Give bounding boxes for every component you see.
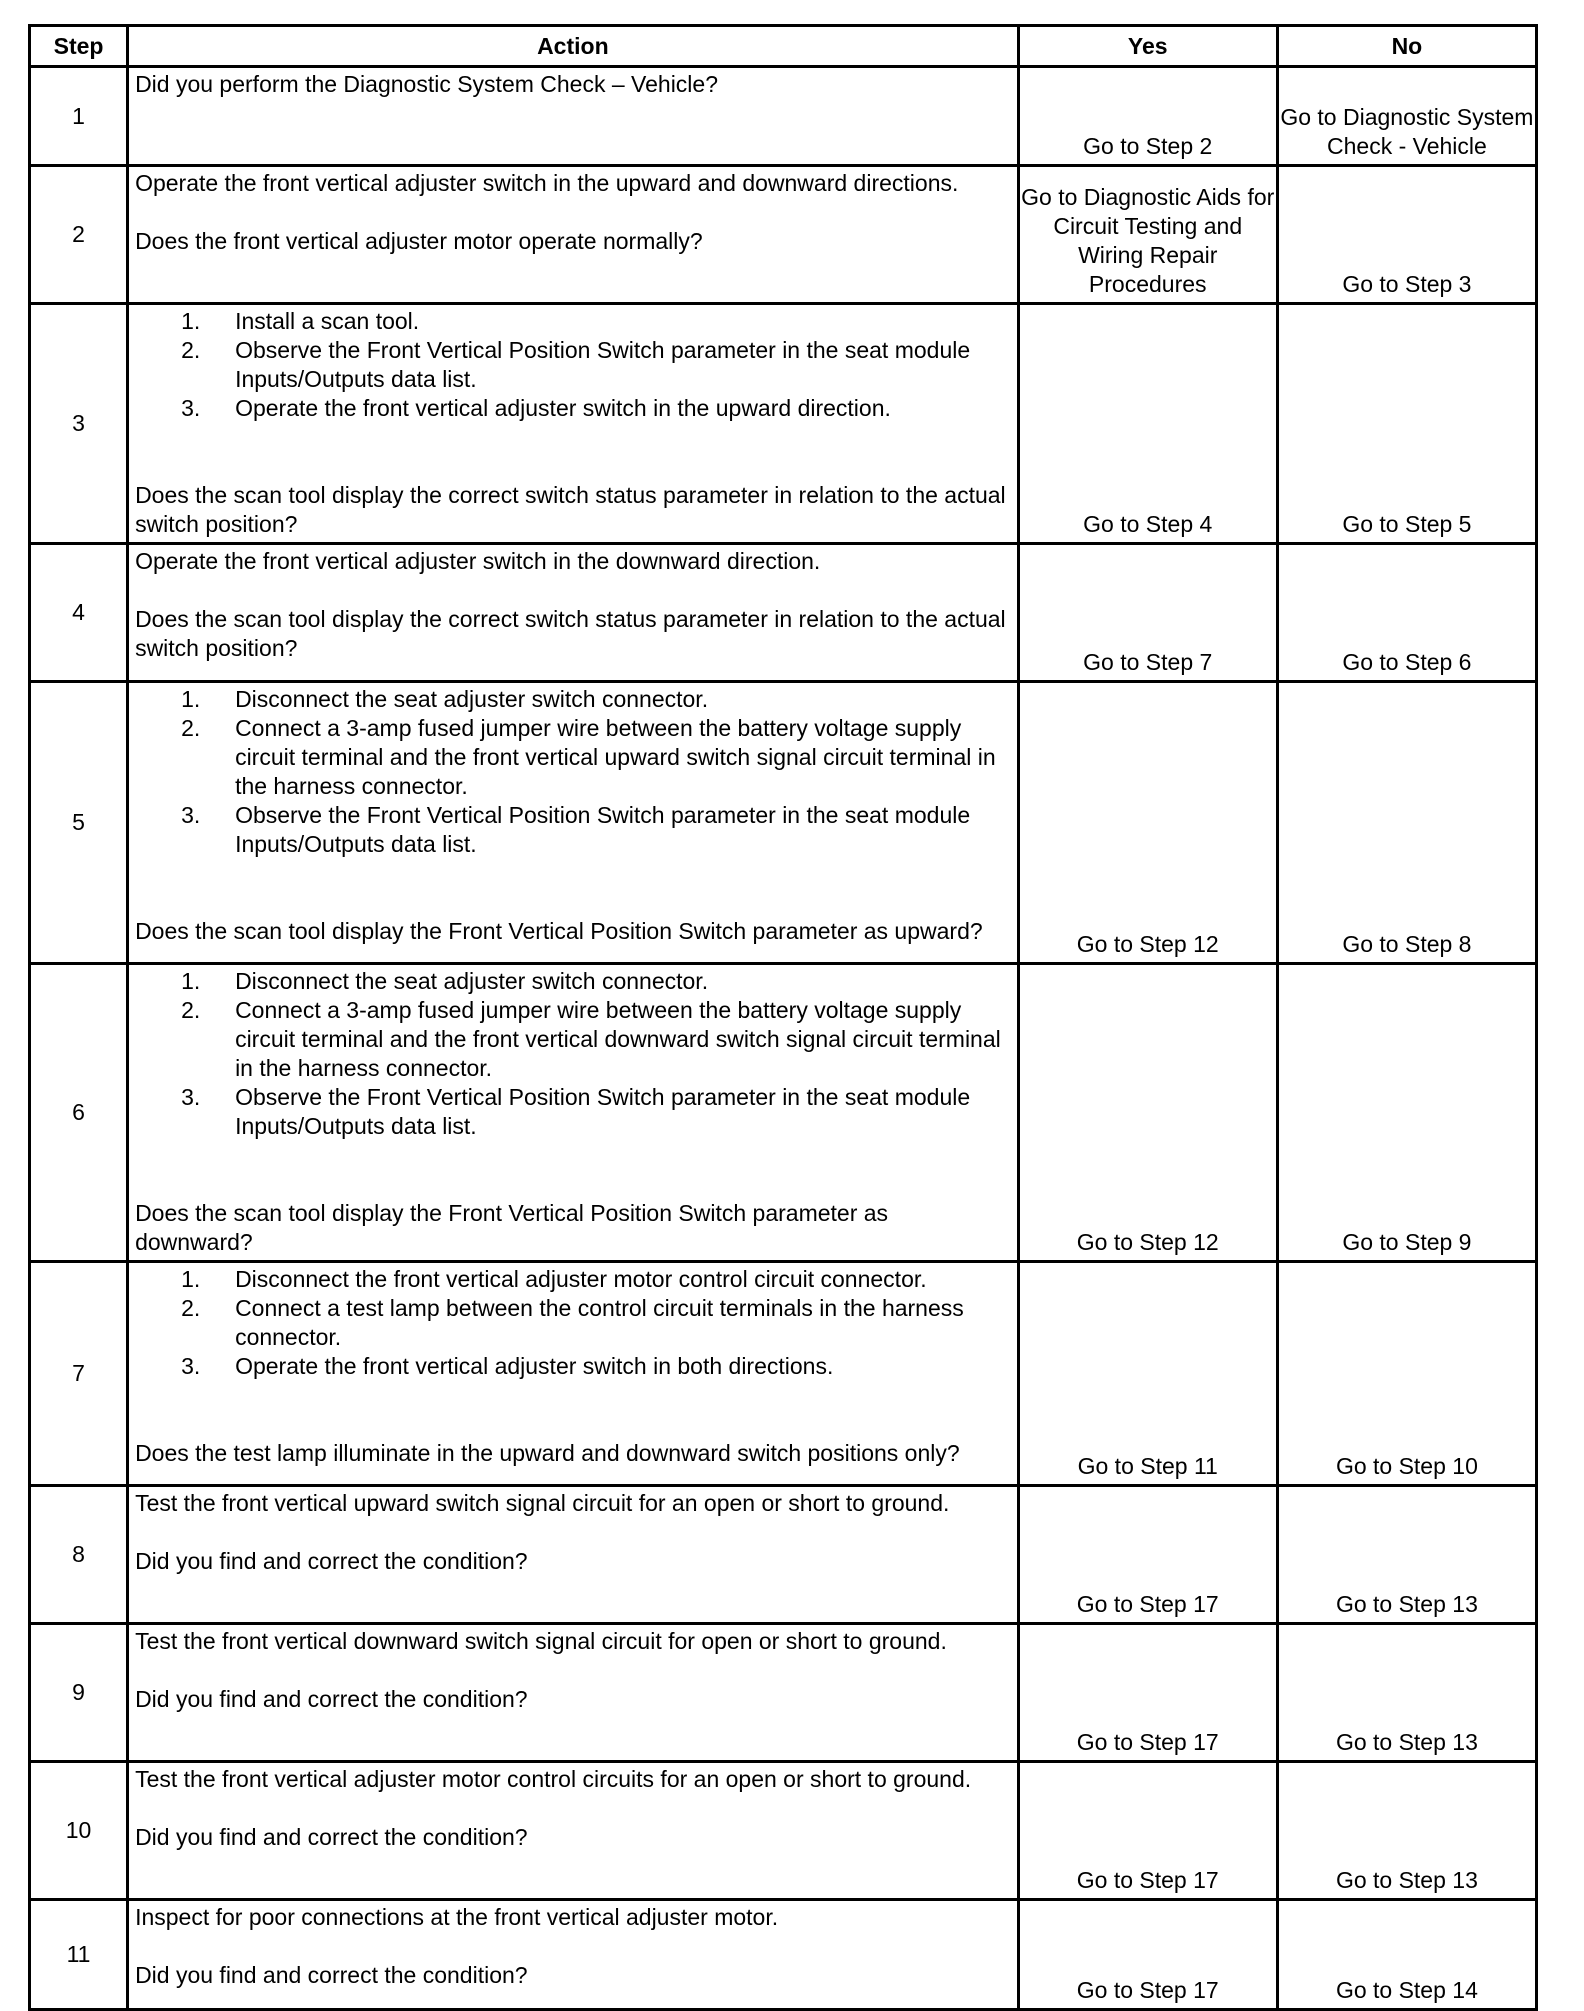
action-steps-list: [135, 967, 1011, 1141]
action-cell: [128, 544, 1019, 682]
list-item-number: 3.: [181, 802, 201, 828]
no-cell: Go to Step 10: [1277, 1262, 1536, 1486]
action-text: Test the front vertical adjuster motor control circuits for an open or short to ground.: [135, 1766, 972, 1792]
step-number: 9: [30, 1624, 128, 1762]
list-item-text: Install a scan tool.: [235, 308, 420, 334]
table-row: [30, 67, 1537, 166]
table-row: [30, 166, 1537, 304]
list-item-number: 1.: [181, 968, 201, 994]
yes-cell: Go to Step 2: [1018, 67, 1277, 166]
list-item: [135, 1294, 1011, 1352]
list-item-text: Observe the Front Vertical Position Switch parameter in the seat module Inputs/Outputs data list.: [235, 802, 971, 857]
action-text: Test the front vertical downward switch signal circuit for open or short to ground.: [135, 1628, 947, 1654]
list-item-number: 1.: [181, 1266, 201, 1292]
step-number: 4: [30, 544, 128, 682]
action-steps-list: [135, 1265, 1011, 1381]
step-number: 2: [30, 166, 128, 304]
list-item-text: Operate the front vertical adjuster switch in both directions.: [235, 1353, 834, 1379]
list-item: [135, 1265, 1011, 1294]
action-text: Inspect for poor connections at the front vertical adjuster motor.: [135, 1904, 779, 1930]
step-number: 7: [30, 1262, 128, 1486]
list-item-text: Observe the Front Vertical Position Switch parameter in the seat module Inputs/Outputs data list.: [235, 1084, 971, 1139]
action-text: Did you perform the Diagnostic System Check – Vehicle?: [135, 71, 719, 97]
step-number: 3: [30, 304, 128, 544]
list-item: [135, 967, 1011, 996]
list-item: [135, 685, 1011, 714]
list-item-text: Disconnect the seat adjuster switch connector.: [235, 968, 709, 994]
yes-cell: Go to Diagnostic Aids for Circuit Testing and Wiring Repair Procedures: [1018, 166, 1277, 304]
list-item-number: 1.: [181, 686, 201, 712]
no-cell: Go to Step 5: [1277, 304, 1536, 544]
table-row: [30, 1900, 1537, 2010]
list-item: [135, 714, 1011, 801]
yes-cell: Go to Step 17: [1018, 1486, 1277, 1624]
table-row: [30, 682, 1537, 964]
action-question: Does the front vertical adjuster motor operate normally?: [135, 228, 703, 254]
list-item-number: 2.: [181, 1295, 201, 1321]
action-question: Does the scan tool display the correct switch status parameter in relation to the actual switch position?: [135, 606, 1006, 661]
action-cell: [128, 1900, 1019, 2010]
list-item: [135, 394, 1011, 423]
list-item-text: Disconnect the seat adjuster switch connector.: [235, 686, 709, 712]
action-cell: [128, 1262, 1019, 1486]
list-item: [135, 801, 1011, 859]
yes-cell: Go to Step 11: [1018, 1262, 1277, 1486]
action-question: Did you find and correct the condition?: [135, 1686, 528, 1712]
yes-cell: Go to Step 7: [1018, 544, 1277, 682]
step-number: 11: [30, 1900, 128, 2010]
action-question: Does the scan tool display the Front Vertical Position Switch parameter as downward?: [135, 1200, 889, 1255]
list-item-text: Connect a test lamp between the control circuit terminals in the harness connector.: [235, 1295, 964, 1350]
yes-cell: Go to Step 17: [1018, 1900, 1277, 2010]
no-cell: Go to Step 6: [1277, 544, 1536, 682]
table-row: [30, 544, 1537, 682]
step-number: 6: [30, 964, 128, 1262]
action-cell: [128, 964, 1019, 1262]
no-cell: Go to Diagnostic System Check - Vehicle: [1277, 67, 1536, 166]
no-cell: Go to Step 14: [1277, 1900, 1536, 2010]
action-cell: [128, 1486, 1019, 1624]
action-question: Does the test lamp illuminate in the upward and downward switch positions only?: [135, 1440, 960, 1466]
step-number: 1: [30, 67, 128, 166]
action-question: Does the scan tool display the Front Vertical Position Switch parameter as upward?: [135, 918, 983, 944]
table-row: [30, 1624, 1537, 1762]
no-cell: Go to Step 9: [1277, 964, 1536, 1262]
action-cell: [128, 166, 1019, 304]
list-item: [135, 996, 1011, 1083]
list-item: [135, 1352, 1011, 1381]
step-number: 8: [30, 1486, 128, 1624]
action-question: Did you find and correct the condition?: [135, 1548, 528, 1574]
list-item: [135, 307, 1011, 336]
list-item-text: Operate the front vertical adjuster switch in the upward direction.: [235, 395, 891, 421]
table-row: [30, 964, 1537, 1262]
list-item-number: 3.: [181, 395, 201, 421]
action-cell: [128, 1762, 1019, 1900]
yes-cell: Go to Step 4: [1018, 304, 1277, 544]
table-row: [30, 304, 1537, 544]
action-text: Operate the front vertical adjuster switch in the downward direction.: [135, 548, 821, 574]
diagnostic-table: [28, 24, 1538, 2011]
no-cell: Go to Step 8: [1277, 682, 1536, 964]
no-cell: Go to Step 13: [1277, 1624, 1536, 1762]
list-item: [135, 1083, 1011, 1141]
header-action: Action: [128, 26, 1019, 67]
list-item-number: 2.: [181, 715, 201, 741]
action-cell: [128, 67, 1019, 166]
yes-cell: Go to Step 12: [1018, 964, 1277, 1262]
action-question: Does the scan tool display the correct switch status parameter in relation to the actual switch position?: [135, 482, 1006, 537]
list-item-number: 1.: [181, 308, 201, 334]
action-steps-list: [135, 685, 1011, 859]
step-number: 5: [30, 682, 128, 964]
list-item-number: 2.: [181, 997, 201, 1023]
yes-cell: Go to Step 17: [1018, 1624, 1277, 1762]
action-cell: [128, 1624, 1019, 1762]
action-cell: [128, 304, 1019, 544]
header-yes: Yes: [1018, 26, 1277, 67]
no-cell: Go to Step 3: [1277, 166, 1536, 304]
list-item-text: Disconnect the front vertical adjuster motor control circuit connector.: [235, 1266, 927, 1292]
action-text: Operate the front vertical adjuster switch in the upward and downward directions.: [135, 170, 959, 196]
header-no: No: [1277, 26, 1536, 67]
header-step: Step: [30, 26, 128, 67]
table-row: [30, 1262, 1537, 1486]
step-number: 10: [30, 1762, 128, 1900]
action-question: Did you find and correct the condition?: [135, 1824, 528, 1850]
list-item-number: 3.: [181, 1084, 201, 1110]
no-cell: Go to Step 13: [1277, 1486, 1536, 1624]
list-item: [135, 336, 1011, 394]
list-item-number: 3.: [181, 1353, 201, 1379]
action-text: Test the front vertical upward switch signal circuit for an open or short to ground.: [135, 1490, 950, 1516]
action-question: Did you find and correct the condition?: [135, 1962, 528, 1988]
action-steps-list: [135, 307, 1011, 423]
table-row: [30, 1486, 1537, 1624]
table-row: [30, 1762, 1537, 1900]
header-row: [30, 26, 1537, 67]
list-item-number: 2.: [181, 337, 201, 363]
yes-cell: Go to Step 17: [1018, 1762, 1277, 1900]
list-item-text: Observe the Front Vertical Position Switch parameter in the seat module Inputs/Outputs data list.: [235, 337, 971, 392]
action-cell: [128, 682, 1019, 964]
list-item-text: Connect a 3-amp fused jumper wire between the battery voltage supply circuit terminal and the front vertical downward switch signal circuit terminal in the harness connector.: [235, 997, 1001, 1081]
no-cell: Go to Step 13: [1277, 1762, 1536, 1900]
list-item-text: Connect a 3-amp fused jumper wire between the battery voltage supply circuit terminal and the front vertical upward switch signal circuit terminal in the harness connector.: [235, 715, 996, 799]
yes-cell: Go to Step 12: [1018, 682, 1277, 964]
